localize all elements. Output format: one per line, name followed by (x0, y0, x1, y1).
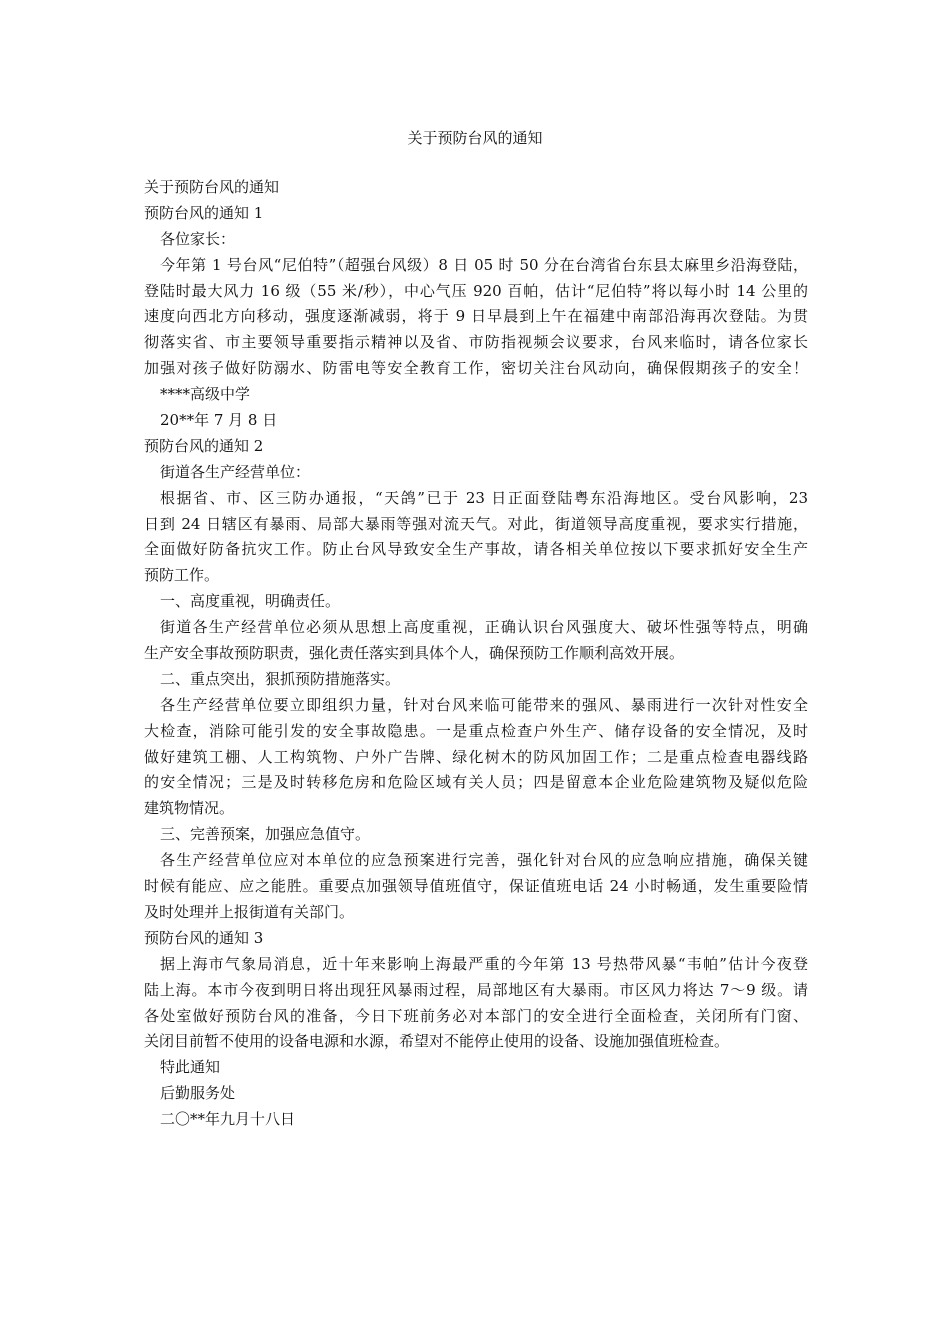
text-line: 今年第 1 号台风“尼伯特”（超强台风级）8 日 05 时 50 分在台湾省台东县太麻里乡沿海登陆， (160, 255, 808, 274)
text-line: 做好建筑工棚、人工构筑物、户外广告牌、绿化树木的防风加固工作；二是重点检查电器线路 (144, 747, 808, 766)
text-line: 街道各生产经营单位： (160, 462, 311, 481)
text-line: 二〇**年九月十八日 (160, 1110, 296, 1129)
text-line: 根据省、市、区三防办通报，“天鸽”已于 23 日正面登陆粤东沿海地区。受台风影响，23 (160, 488, 808, 507)
text-line: 各生产经营单位应对本单位的应急预案进行完善，强化针对台风的应急响应措施，确保关键 (160, 851, 808, 870)
text-line: 各生产经营单位要立即组织力量，针对台风来临可能带来的强风、暴雨进行一次针对性安全 (160, 695, 808, 714)
text-line: 生产安全事故预防职责，强化责任落实到具体个人，确保预防工作顺利高效开展。 (144, 644, 685, 663)
text-line: 各位家长： (160, 229, 236, 248)
text-line: 全面做好防备抗灾工作。防止台风导致安全生产事故，请各相关单位按以下要求抓好安全生产 (144, 540, 808, 559)
text-line: 的安全情况；三是及时转移危房和危险区域有关人员；四是留意本企业危险建筑物及疑似危险 (144, 773, 808, 792)
document-title: 关于预防台风的通知 (407, 129, 543, 147)
text-line: 关于预防台风的通知 (144, 178, 280, 196)
text-line: 20**年 7 月 8 日 (160, 411, 278, 430)
text-line: 一、高度重视，明确责任。 (160, 592, 341, 611)
text-line: 登陆时最大风力 16 级（55 米/秒），中心气压 920 百帕，估计“尼伯特”将以每小时 14 公里的 (144, 281, 808, 300)
text-line: 建筑物情况。 (144, 799, 235, 818)
text-line: 预防工作。 (144, 566, 220, 585)
text-line: 速度向西北方向移动，强度逐渐减弱，将于 9 日早晨到上午在福建中南部沿海再次登陆。为贯 (144, 307, 808, 326)
text-line: 陆上海。本市今夜到明日将出现狂风暴雨过程，局部地区有大暴雨。市区风力将达 7～9 级。请 (144, 980, 808, 999)
text-line: 时候有能应、应之能胜。重要点加强领导值班值守，保证值班电话 24 小时畅通，发生重要险情 (144, 877, 808, 896)
document-body (144, 175, 808, 1133)
text-line: 预防台风的通知 2 (144, 436, 264, 455)
text-line: 预防台风的通知 1 (144, 203, 264, 222)
text-line: 街道各生产经营单位必须从思想上高度重视，正确认识台风强度大、破坏性强等特点，明确 (160, 618, 808, 637)
text-line: 日到 24 日辖区有暴雨、局部大暴雨等强对流天气。对此，街道领导高度重视，要求实行措施， (144, 514, 808, 533)
text-line: 大检查，消除可能引发的安全事故隐患。一是重点检查户外生产、储存设备的安全情况，及时 (144, 721, 808, 740)
text-line: 特此通知 (160, 1058, 221, 1077)
text-line: 加强对孩子做好防溺水、防雷电等安全教育工作，密切关注台风动向，确保假期孩子的安全！ (144, 359, 808, 378)
text-line: 关闭目前暂不使用的设备电源和水源，希望对不能停止使用的设备、设施加强值班检查。 (144, 1032, 730, 1051)
text-line: 各处室做好预防台风的准备，今日下班前务必对本部门的安全进行全面检查，关闭所有门窗、 (144, 1006, 808, 1025)
text-line: 据上海市气象局消息，近十年来影响上海最严重的今年第 13 号热带风暴“韦帕”估计今夜登 (160, 954, 808, 973)
text-line: 彻落实省、市主要领导重要指示精神以及省、市防指视频会议要求，台风来临时，请各位家长 (144, 333, 808, 352)
text-line: 及时处理并上报街道有关部门。 (144, 902, 355, 921)
text-line: 后勤服务处 (160, 1084, 236, 1103)
text-line: ****高级中学 (160, 385, 251, 404)
text-line: 三、完善预案，加强应急值守。 (160, 825, 371, 844)
text-line: 二、重点突出，狠抓预防措施落实。 (160, 669, 401, 688)
text-line: 预防台风的通知 3 (144, 928, 264, 947)
